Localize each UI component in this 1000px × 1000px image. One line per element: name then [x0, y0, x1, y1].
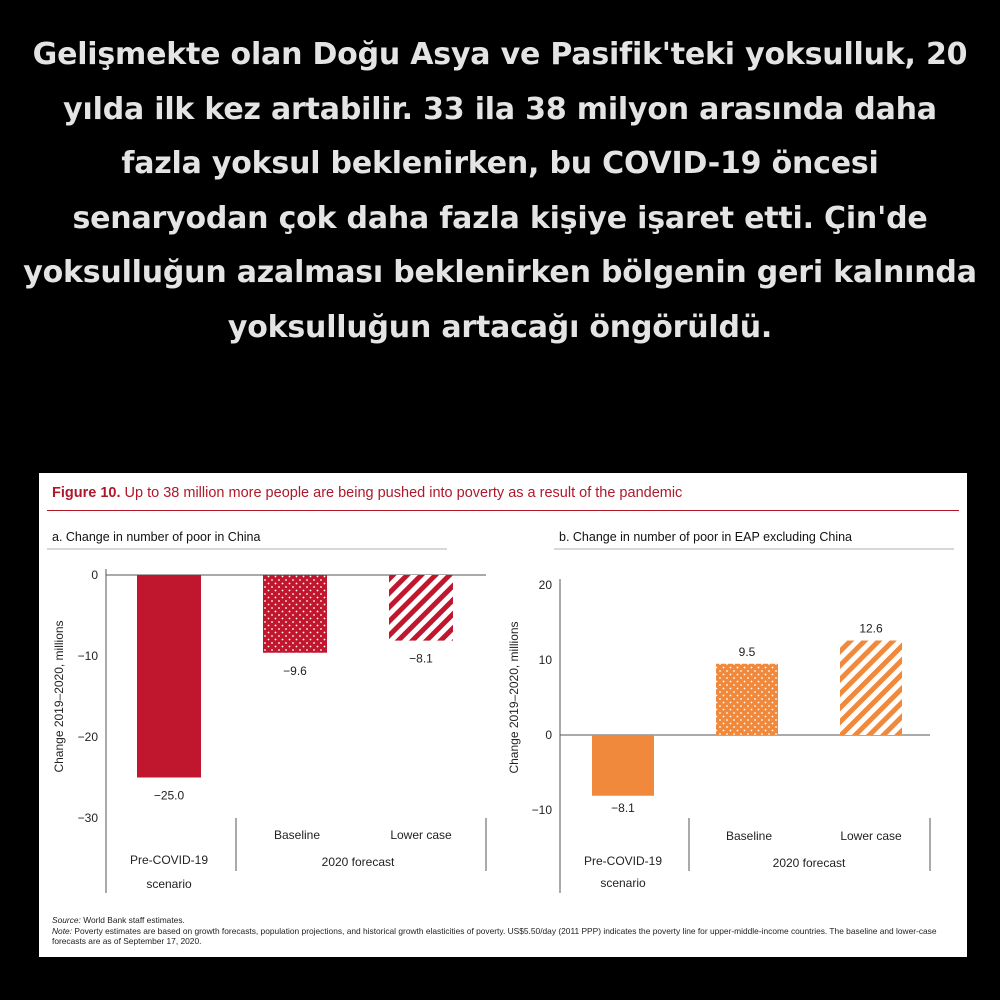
- panel-a-y-tick-label: −20: [77, 730, 98, 744]
- panel-a-bar: [137, 575, 201, 778]
- panel-a-title: a. Change in number of poor in China: [52, 530, 261, 544]
- panel-a-value-label: −25.0: [153, 788, 185, 803]
- panel-b-eap-excl-china: [507, 530, 954, 893]
- note-body: Poverty estimates are based on growth forecasts, population projections, and historical growth elasticities of poverty. US$5.50/day (2011 PPP) indicates the poverty line for upper-middle-income countries. The baseline and lower-case forecasts are as of September 17, 2020.: [52, 925, 937, 946]
- panel-b-category-pre-covid: Pre-COVID-19: [583, 854, 663, 868]
- chart-canvas: [39, 473, 967, 957]
- panel-a-china: [47, 530, 486, 893]
- panel-b-bar: [840, 641, 902, 736]
- panel-a-category-baseline: Baseline: [273, 828, 321, 842]
- panel-b-value-label: 9.5: [738, 644, 756, 659]
- source-line: [52, 915, 957, 926]
- panel-b-category-pre-covid-line2: scenario: [600, 876, 646, 890]
- panel-b-group-label-2020-forecast: 2020 forecast: [772, 856, 846, 870]
- panel-a-category-pre-covid-line2: scenario: [146, 877, 192, 891]
- panel-b-value-label: 12.6: [859, 621, 883, 636]
- panel-a-bar: [263, 575, 327, 653]
- panel-a-y-axis-label: Change 2019–2020, millions: [52, 620, 66, 773]
- figure-card: [39, 473, 967, 957]
- note-text: [52, 926, 957, 947]
- panel-b-y-tick-label: 10: [538, 653, 552, 667]
- note-label: Note:: [52, 925, 73, 936]
- figure-label: Figure 10.: [52, 485, 121, 501]
- panel-a-y-tick-label: −10: [77, 649, 98, 663]
- panel-a-y-tick-label: 0: [91, 568, 98, 582]
- panel-b-y-tick-label: −10: [531, 803, 552, 817]
- panel-b-title: b. Change in number of poor in EAP excluding China: [559, 530, 853, 544]
- panel-a-bar: [389, 575, 453, 641]
- panel-b-y-tick-label: 20: [538, 578, 552, 592]
- panel-a-y-tick-label: −30: [77, 811, 98, 825]
- source-text: World Bank staff estimates.: [83, 915, 185, 925]
- panel-b-value-label: −8.1: [611, 800, 635, 815]
- headline-text: Gelişmekte olan Doğu Asya ve Pasifik'teki yoksulluk, 20 yılda ilk kez artabilir. 33 ila 38 milyon arasında daha fazla yoksul beklenirken, bu COVID-19 öncesi senaryodan çok daha fazla kişiye işaret etti. Çin'de yoksulluğun azalması beklenirken bölgenin geri kalnında yoksulluğun artacağı öngörüldü.: [23, 37, 977, 345]
- panel-b-y-axis-label: Change 2019–2020, millions: [507, 621, 521, 774]
- panel-a-category-lower-case: Lower case: [390, 828, 452, 842]
- panel-a-group-label-2020-forecast: 2020 forecast: [321, 855, 395, 869]
- panel-a-category-pre-covid: Pre-COVID-19: [129, 853, 209, 867]
- panel-b-category-baseline: Baseline: [725, 829, 773, 843]
- source-label: Source:: [52, 915, 81, 925]
- figure-title-text: Up to 38 million more people are being pushed into poverty as a result of the pandemic: [124, 485, 683, 501]
- panel-a-value-label: −9.6: [283, 663, 307, 678]
- panel-a-value-label: −8.1: [409, 651, 433, 666]
- panel-b-bar: [592, 735, 654, 796]
- panel-b-category-lower-case: Lower case: [840, 829, 902, 843]
- panel-b-y-tick-label: 0: [545, 728, 552, 742]
- panel-b-bar: [716, 664, 778, 735]
